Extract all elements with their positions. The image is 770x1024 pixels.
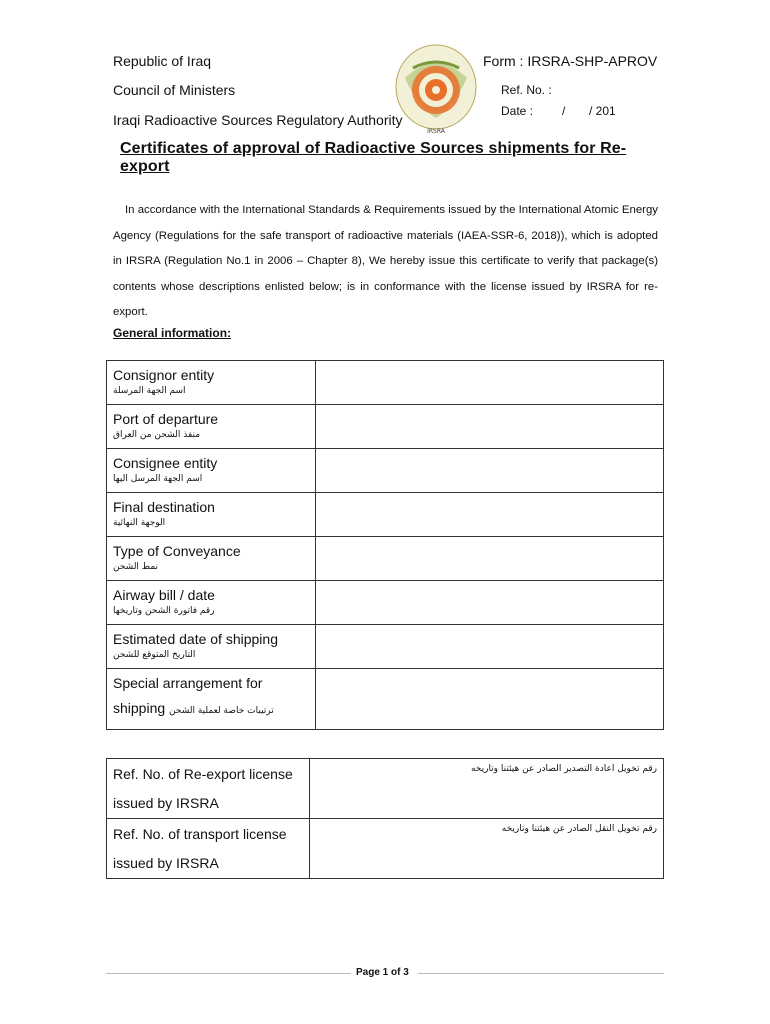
intro-text: In accordance with the International Standards & Requirements issued by the International Atomic Energy Agency (Regulations for the safe transport of radioactive materials (IAEA-SSR-6, 2018)), which is adopted in IRSRA (Regulation No.1 in 2006 – Chapter 8), We hereby issue this certificate to verify that package(s) contents whose descriptions enlisted below; is in conformance with the license issued by IRSRA for re-export. — [113, 204, 658, 318]
table-row — [107, 449, 664, 493]
destination-label-ar: الوجهة النهائية — [113, 518, 166, 528]
form-code: Form : IRSRA-SHP-APROV — [483, 53, 658, 69]
reexport-license-label-ar: رقم تخويل اعادة التصدير الصادر عن هيئتنا وتاريخه — [470, 764, 657, 774]
airway-bill-label: Airway bill / date — [113, 587, 215, 603]
consignor-label: Consignor entity — [113, 367, 215, 383]
table-row — [107, 581, 664, 625]
table-row — [107, 625, 664, 669]
shipping-date-label: Estimated date of shipping — [113, 631, 278, 647]
destination-value-field[interactable] — [316, 493, 664, 537]
irsra-logo — [393, 38, 479, 136]
special-arrangement-label-ar: ترتيبات خاصة لعملية الشحن — [169, 706, 274, 716]
table-row — [107, 361, 664, 405]
reexport-license-line1: Ref. No. of Re-export license — [113, 766, 293, 782]
field-label-cell — [107, 669, 316, 730]
date-separator: / — [562, 104, 566, 118]
destination-label: Final destination — [113, 499, 215, 515]
consignee-label-ar: اسم الجهة المرسل اليها — [113, 474, 203, 484]
port-label-ar: منفذ الشحن من العراق — [113, 430, 201, 440]
special-arrangement-label: Special arrangement for — [113, 675, 263, 691]
port-label: Port of departure — [113, 411, 219, 427]
consignee-label: Consignee entity — [113, 455, 218, 471]
page-number: Page 1 of 3 — [356, 967, 409, 978]
airway-bill-value-field[interactable] — [316, 581, 664, 625]
reexport-license-label — [113, 760, 309, 818]
field-label-cell — [107, 449, 316, 493]
intro-paragraph — [113, 198, 658, 326]
table-row — [107, 537, 664, 581]
conveyance-label-ar: نمط الشحن — [113, 562, 159, 572]
consignee-value-field[interactable] — [316, 449, 664, 493]
header-republic: Republic of Iraq — [113, 53, 212, 69]
transport-license-label — [113, 820, 309, 878]
footer-rule-right — [418, 973, 664, 974]
svg-text:IRSRA: IRSRA — [427, 128, 445, 135]
field-label-cell — [107, 405, 316, 449]
field-label-cell — [107, 581, 316, 625]
field-label-cell — [107, 493, 316, 537]
header-authority: Iraqi Radioactive Sources Regulatory Authority — [113, 112, 403, 128]
table-row — [107, 405, 664, 449]
field-label-cell — [107, 759, 310, 819]
reexport-license-line2: issued by IRSRA — [113, 795, 219, 811]
table-row — [107, 669, 664, 730]
transport-license-line2: issued by IRSRA — [113, 855, 219, 871]
field-label-cell — [107, 361, 316, 405]
port-value-field[interactable] — [316, 405, 664, 449]
special-arrangement-label-line2 — [113, 700, 315, 716]
consignor-value-field[interactable] — [316, 361, 664, 405]
shipping-date-value-field[interactable] — [316, 625, 664, 669]
transport-license-label-ar: رقم تخويل النقل الصادر عن هيئتنا وتاريخه — [501, 824, 657, 834]
date-label: Date : — [501, 104, 534, 118]
conveyance-value-field[interactable] — [316, 537, 664, 581]
table-row — [107, 493, 664, 537]
general-info-heading: General information: — [113, 326, 232, 340]
table-row — [107, 819, 664, 879]
field-label-cell — [107, 819, 310, 879]
conveyance-label: Type of Conveyance — [113, 543, 241, 559]
special-shipping-word: shipping — [113, 700, 166, 716]
special-arrangement-value-field[interactable] — [316, 669, 664, 730]
header-council: Council of Ministers — [113, 82, 236, 98]
field-label-cell — [107, 537, 316, 581]
transport-license-value-field[interactable] — [310, 819, 664, 879]
license-ref-table — [106, 758, 664, 879]
ref-no-label: Ref. No. : — [501, 83, 552, 97]
page-title: Certificates of approval of Radioactive Sources shipments for Re-export — [120, 140, 627, 175]
transport-license-line1: Ref. No. of transport license — [113, 826, 287, 842]
date-year: / 201 — [589, 104, 616, 118]
shipping-date-label-ar: التاريخ المتوقع للشحن — [113, 650, 196, 660]
airway-bill-label-ar: رقم فاتورة الشحن وتاريخها — [113, 606, 215, 616]
footer-rule-left — [106, 973, 351, 974]
general-info-table — [106, 360, 664, 730]
table-row — [107, 759, 664, 819]
field-label-cell — [107, 625, 316, 669]
reexport-license-value-field[interactable] — [310, 759, 664, 819]
consignor-label-ar: اسم الجهة المرسلة — [113, 386, 186, 396]
